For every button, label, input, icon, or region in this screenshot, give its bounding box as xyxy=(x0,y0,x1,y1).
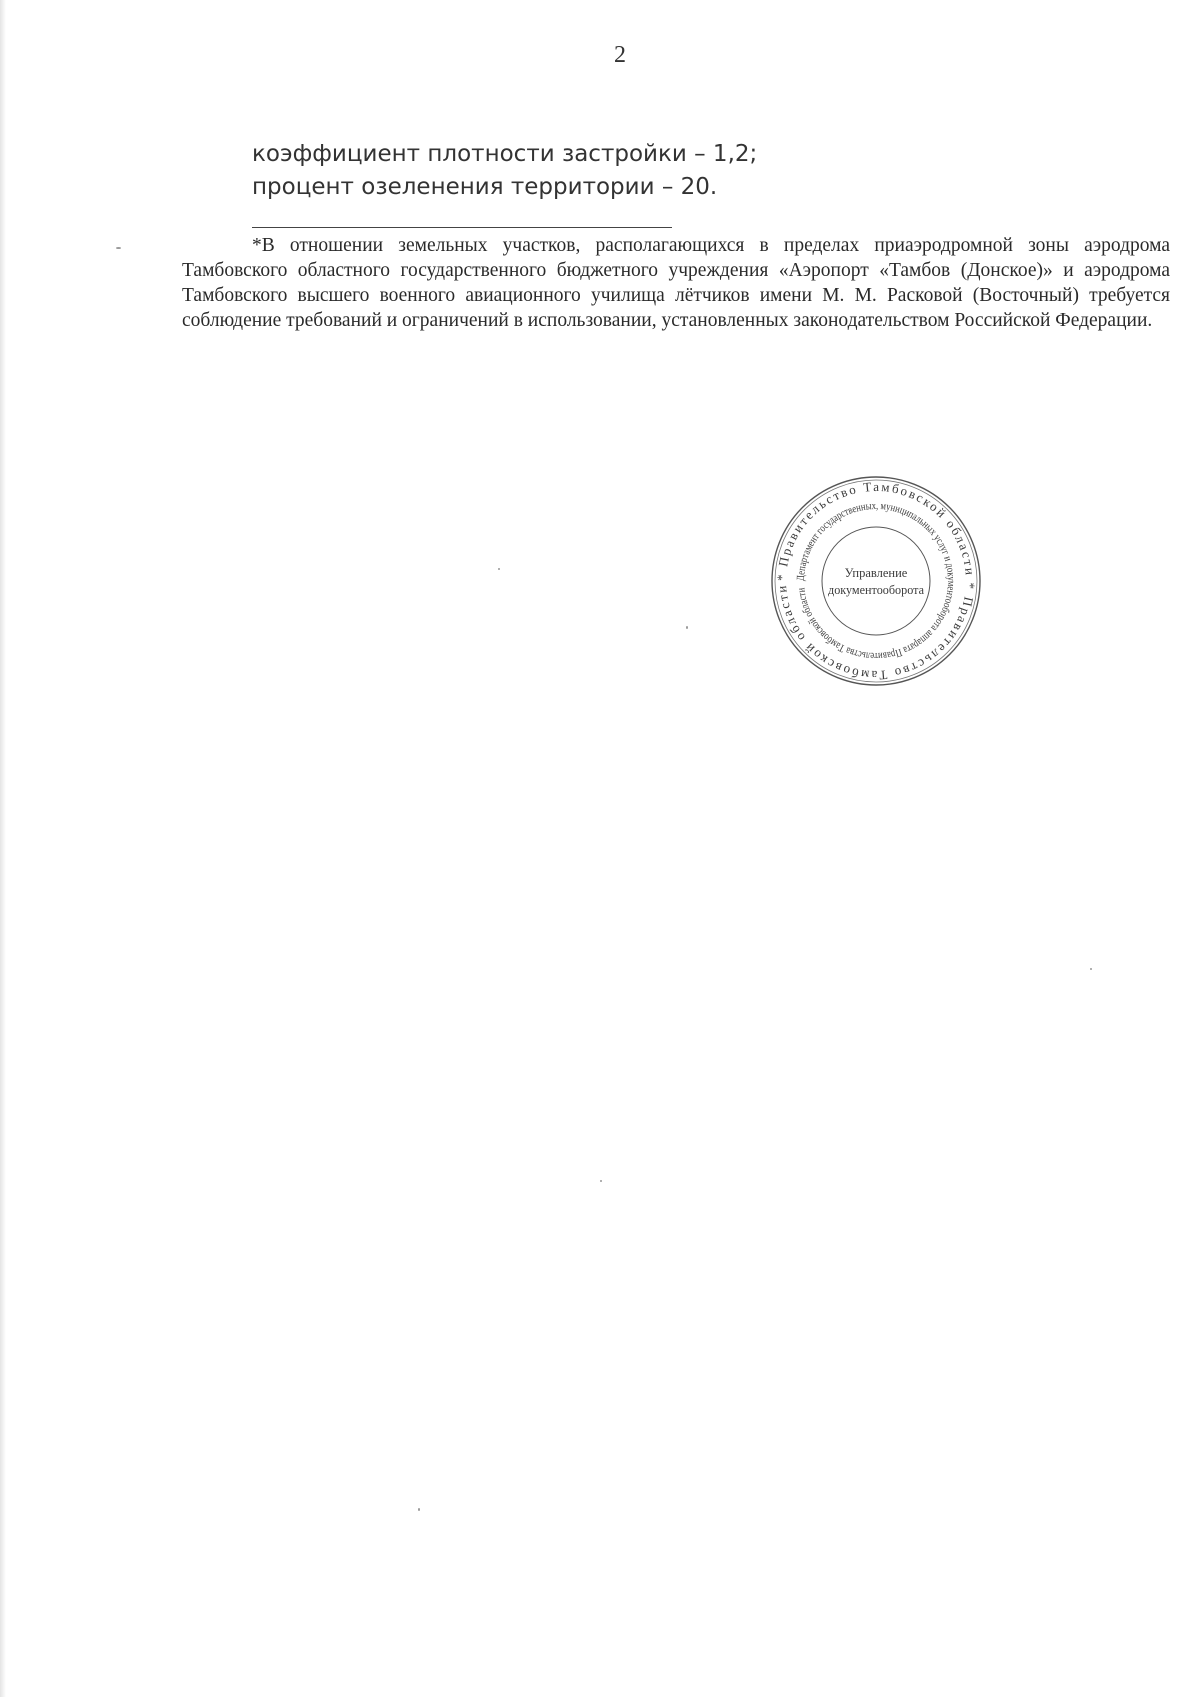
stamp-inner-ring-text: Департамент государственных, муниципальных услуг и документооборота аппарата Правительства Тамбовской области xyxy=(794,499,958,663)
main-text-block xyxy=(252,138,1052,204)
stamp-center-line-2: документооборота xyxy=(828,583,925,597)
density-coefficient-line: коэффициент плотности застройки – 1,2; xyxy=(252,141,758,167)
stamp-outer-ring-text: * Правительство Тамбовской области * Правительство Тамбовской области xyxy=(773,478,979,684)
page-number: 2 xyxy=(614,42,626,68)
scan-edge-shadow xyxy=(0,0,6,1697)
greening-percent-line: процент озеленения территории – 20. xyxy=(252,174,718,200)
scan-speck xyxy=(498,568,500,570)
scan-speck xyxy=(1090,968,1092,970)
stamp-center-line-1: Управление xyxy=(844,566,908,580)
footnote-separator xyxy=(252,227,672,228)
scan-speck xyxy=(686,626,688,629)
scan-speck xyxy=(116,247,121,249)
official-stamp xyxy=(770,475,982,687)
scan-speck xyxy=(600,1180,602,1182)
footnote-text: *В отношении земельных участков, располагающихся в пределах приаэродромной зоны аэродрома Тамбовского областного государственного бюджетного учреждения «Аэропорт «Тамбов (Донское)» и аэродрома Тамбовского высшего военного авиационного училища лётчиков имени М. М. Расковой (Восточный) требуется соблюдение требований и ограничений в использовании, установленных законодательством Российской Федерации. xyxy=(182,235,1170,331)
stamp-seal-graphic xyxy=(770,475,982,687)
scan-speck xyxy=(418,1508,420,1511)
